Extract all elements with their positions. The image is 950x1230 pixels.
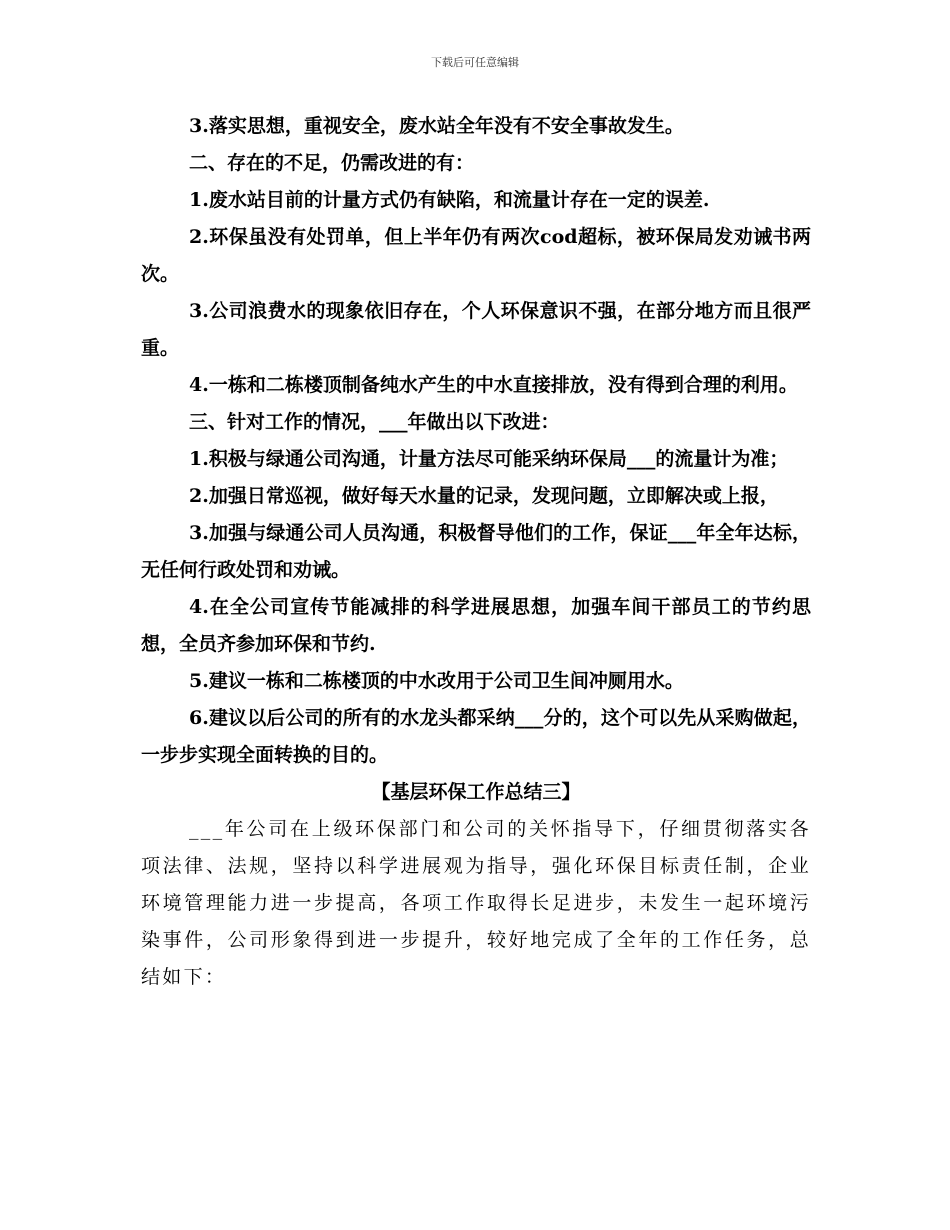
paragraph: 3.加强与绿通公司人员沟通，积极督导他们的工作，保证___年全年达标，无任何行政处罚和劝诫。 bbox=[141, 522, 811, 581]
paragraph: 1.废水站目前的计量方式仍有缺陷，和流量计存在一定的误差. bbox=[189, 189, 710, 211]
paragraph: 4.一栋和二栋楼顶制备纯水产生的中水直接排放，没有得到合理的利用。 bbox=[189, 374, 798, 396]
paragraph: 4.在全公司宣传节能减排的科学进展思想，加强车间干部员工的节约思想，全员齐参加环保和节约. bbox=[141, 596, 811, 655]
section-heading: 三、针对工作的情况，___年做出以下改进： bbox=[189, 411, 560, 433]
section-heading: 二、存在的不足，仍需改进的有： bbox=[189, 152, 475, 174]
paragraph: 3.落实思想，重视安全，废水站全年没有不安全事故发生。 bbox=[189, 115, 684, 137]
intro-paragraph: ___年公司在上级环保部门和公司的关怀指导下，仔细贯彻落实各项法律、法规，坚持以科学进展观为指导，强化环保目标责任制，企业环境管理能力进一步提高，各项工作取得长足进步，未发生一起环境污染事件，公司形象得到进一步提升，较好地完成了全年的工作任务，总结如下： bbox=[141, 818, 811, 988]
paragraph: 1.积极与绿通公司沟通，计量方法尽可能采纳环保局___的流量计为准； bbox=[189, 448, 789, 470]
document-body bbox=[141, 108, 811, 996]
section-title: 【基层环保工作总结三】 bbox=[371, 781, 581, 803]
paragraph: 3.公司浪费水的现象依旧存在，个人环保意识不强，在部分地方而且很严重。 bbox=[141, 300, 811, 359]
page-header: 下载后可任意编辑 bbox=[431, 56, 519, 69]
paragraph: 2.环保虽没有处罚单，但上半年仍有两次cod超标，被环保局发劝诫书两次。 bbox=[141, 226, 811, 285]
paragraph: 6.建议以后公司的所有的水龙头都采纳___分的，这个可以先从采购做起，一步步实现全面转换的目的。 bbox=[141, 707, 811, 766]
paragraph: 2.加强日常巡视，做好每天水量的记录，发现问题，立即解决或上报， bbox=[189, 485, 779, 507]
paragraph: 5.建议一栋和二栋楼顶的中水改用于公司卫生间冲厕用水。 bbox=[189, 670, 684, 692]
